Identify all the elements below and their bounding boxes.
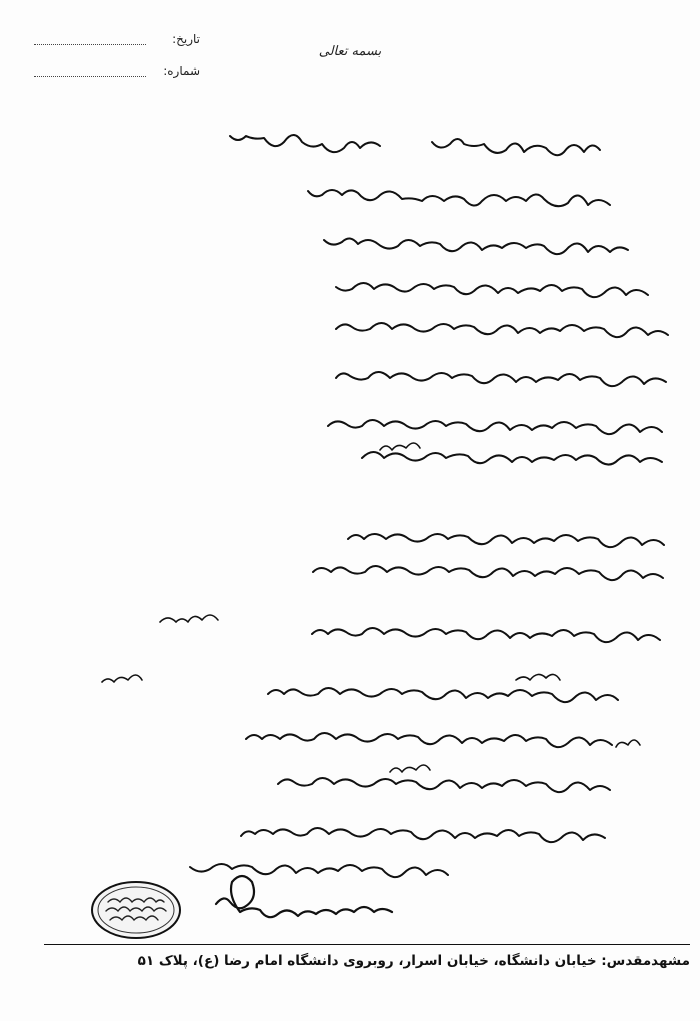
number-label: شماره:: [163, 64, 200, 78]
footer-address: مشهدمقدس: خیابان دانشگاه، خیابان اسرار، روبروی دانشگاه امام رضا (ع)، پلاک ۵۱: [137, 953, 690, 969]
stamp-seal: [88, 878, 184, 942]
header-basmala: بسمه تعالی: [318, 44, 382, 59]
footer-divider: [44, 944, 690, 945]
date-label: تاریخ:: [172, 32, 200, 46]
